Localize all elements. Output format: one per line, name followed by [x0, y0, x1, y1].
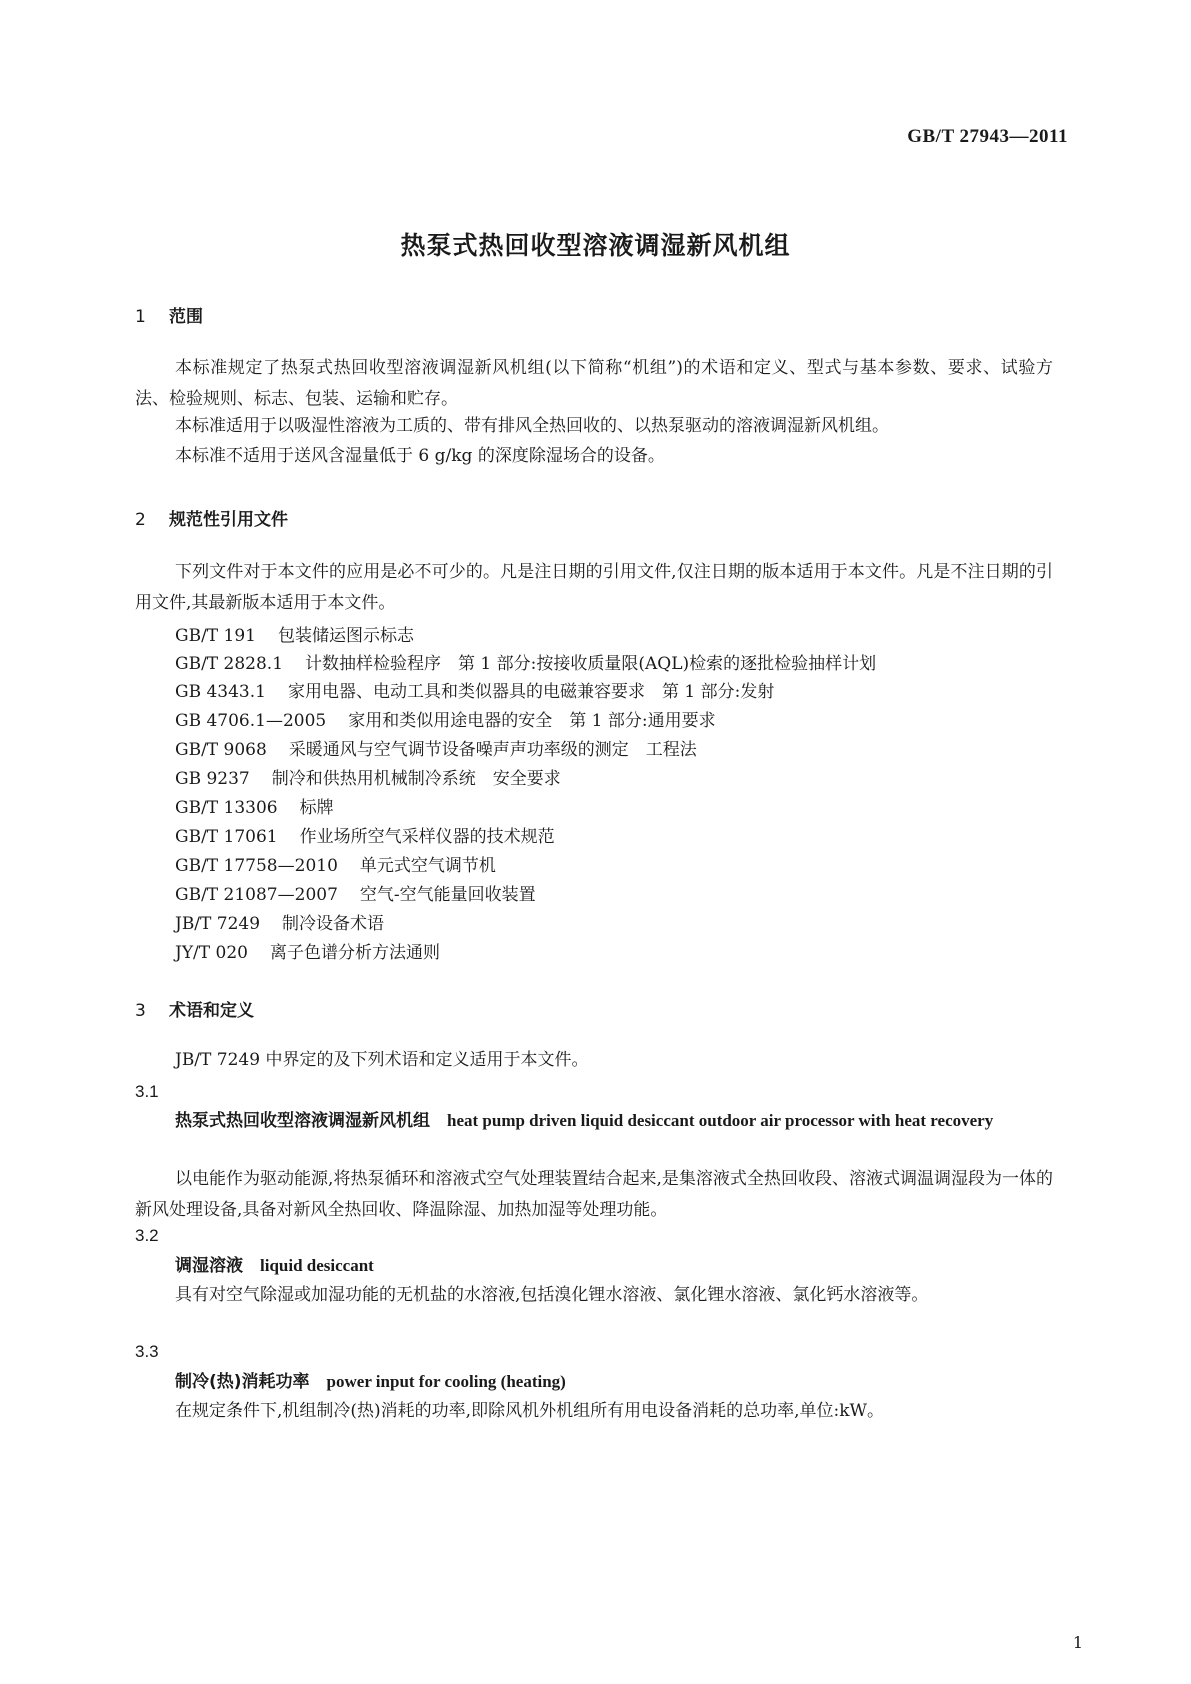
- ref-code: GB/T 21087—2007: [175, 885, 338, 905]
- term-heading: [135, 1250, 1053, 1282]
- reference-item: [175, 822, 555, 847]
- reference-item: [175, 764, 561, 789]
- term-en: liquid desiccant: [260, 1256, 374, 1275]
- section-title: 范围: [169, 307, 203, 327]
- ref-code: GB/T 2828.1: [175, 654, 284, 674]
- ref-code: GB 9237: [175, 769, 250, 789]
- ref-code: GB/T 17061: [175, 827, 278, 847]
- reference-item: [175, 706, 716, 731]
- section-number: 1: [135, 307, 146, 327]
- ref-title: 离子色谱分析方法通则: [269, 943, 440, 963]
- paragraph: 本标准不适用于送风含湿量低于 6 g/kg 的深度除湿场合的设备。: [175, 446, 665, 466]
- term-zh: 调湿溶液: [175, 1256, 243, 1276]
- ref-code: GB/T 13306: [175, 798, 278, 818]
- paragraph: 本标准规定了热泵式热回收型溶液调湿新风机组(以下简称“机组”)的术语和定义、型式与基本参数、要求、试验方法、检验规则、标志、包装、运输和贮存。: [135, 358, 1053, 409]
- ref-code: GB/T 191: [175, 626, 256, 646]
- ref-title: 制冷设备术语: [282, 914, 385, 934]
- ref-title: 单元式空气调节机: [359, 856, 496, 876]
- reference-item: [175, 793, 334, 818]
- ref-code: GB/T 17758—2010: [175, 856, 338, 876]
- ref-code: JB/T 7249: [175, 914, 261, 934]
- ref-title: 制冷和供热用机械制冷系统 安全要求: [271, 769, 561, 789]
- reference-item: [175, 851, 496, 876]
- term-definition: 在规定条件下,机组制冷(热)消耗的功率,即除风机外机组所有用电设备消耗的总功率,单位:kW。: [175, 1401, 884, 1421]
- term-number: 3.1: [135, 1082, 159, 1101]
- standard-code: GB/T 27943—2011: [907, 126, 1068, 147]
- ref-code: GB 4706.1—2005: [175, 711, 327, 731]
- reference-item: [175, 880, 536, 905]
- section-3-heading: [135, 996, 254, 1021]
- term-heading: [135, 1366, 1053, 1398]
- section-1-heading: [135, 302, 203, 327]
- ref-title: 标牌: [299, 798, 334, 818]
- reference-item: [175, 621, 414, 646]
- reference-item: [175, 909, 384, 934]
- ref-title: 家用和类似用途电器的安全 第 1 部分:通用要求: [348, 711, 716, 731]
- term-number: 3.3: [135, 1342, 159, 1361]
- section-number: 2: [135, 510, 146, 530]
- ref-code: JY/T 020: [175, 943, 248, 963]
- term-heading: [135, 1105, 1053, 1137]
- ref-title: 家用电器、电动工具和类似器具的电磁兼容要求 第 1 部分:发射: [287, 682, 775, 702]
- term-en: power input for cooling (heating): [326, 1372, 566, 1391]
- ref-title: 空气-空气能量回收装置: [359, 885, 536, 905]
- ref-code: GB 4343.1: [175, 682, 266, 702]
- reference-item: [175, 735, 697, 760]
- paragraph: 下列文件对于本文件的应用是必不可少的。凡是注日期的引用文件,仅注日期的版本适用于本文件。凡是不注日期的引用文件,其最新版本适用于本文件。: [135, 562, 1053, 613]
- reference-item: [175, 677, 774, 702]
- term-zh: 热泵式热回收型溶液调湿新风机组: [175, 1111, 430, 1131]
- ref-title: 采暖通风与空气调节设备噪声声功率级的测定 工程法: [288, 740, 697, 760]
- section-title: 规范性引用文件: [169, 510, 288, 530]
- document-title: 热泵式热回收型溶液调湿新风机组: [400, 231, 791, 260]
- ref-title: 作业场所空气采样仪器的技术规范: [299, 827, 555, 847]
- term-en: heat pump driven liquid desiccant outdoor air processor with heat recovery: [447, 1111, 994, 1130]
- section-title: 术语和定义: [169, 1001, 254, 1021]
- term-definition: 具有对空气除湿或加湿功能的无机盐的水溶液,包括溴化锂水溶液、氯化锂水溶液、氯化钙水溶液等。: [175, 1285, 929, 1305]
- term-zh: 制冷(热)消耗功率: [175, 1372, 310, 1392]
- ref-title: 计数抽样检验程序 第 1 部分:按接收质量限(AQL)检索的逐批检验抽样计划: [305, 654, 877, 674]
- paragraph: 本标准适用于以吸湿性溶液为工质的、带有排风全热回收的、以热泵驱动的溶液调湿新风机组。: [175, 416, 889, 436]
- reference-item: [175, 649, 876, 674]
- ref-code: GB/T 9068: [175, 740, 267, 760]
- paragraph: JB/T 7249 中界定的及下列术语和定义适用于本文件。: [175, 1050, 589, 1070]
- section-2-heading: [135, 505, 288, 530]
- term-definition: 以电能作为驱动能源,将热泵循环和溶液式空气处理装置结合起来,是集溶液式全热回收段、溶液式调温调湿段为一体的新风处理设备,具备对新风全热回收、降温除湿、加热加湿等处理功能。: [135, 1169, 1053, 1220]
- term-number: 3.2: [135, 1226, 159, 1245]
- section-number: 3: [135, 1001, 146, 1021]
- page-number: 1: [1072, 1633, 1083, 1652]
- reference-item: [175, 938, 440, 963]
- ref-title: 包装储运图示标志: [278, 626, 414, 646]
